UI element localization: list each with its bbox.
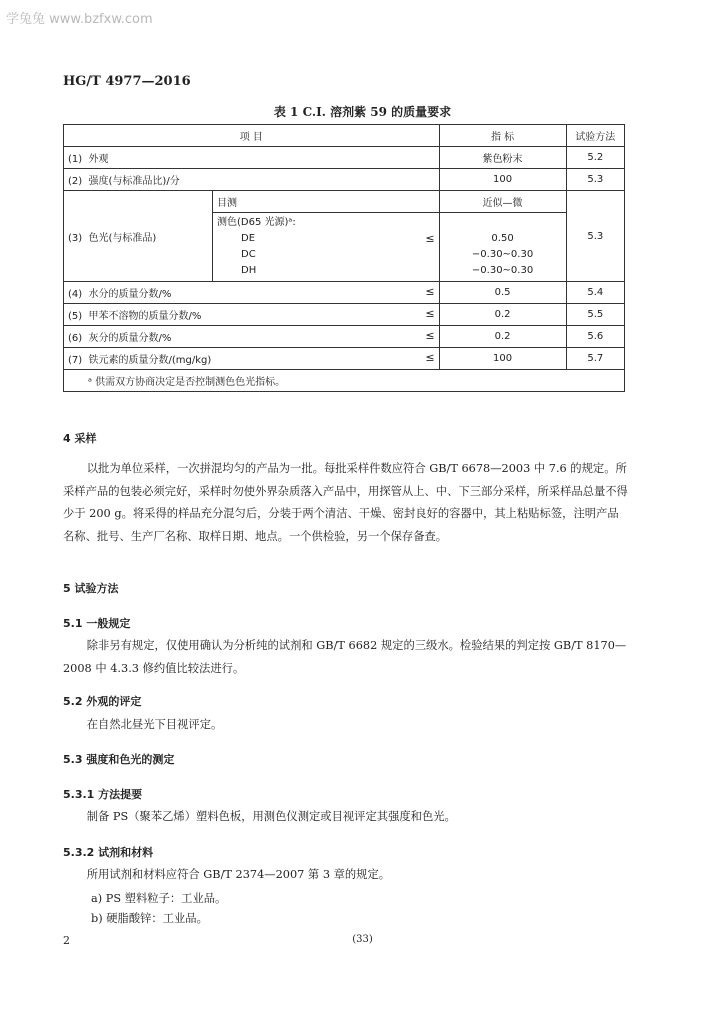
header-index: 指 标 [439, 125, 566, 147]
page-number: 2 [63, 934, 70, 947]
leq-symbol: ≤ [425, 351, 435, 364]
instrument-values [439, 213, 566, 282]
section-4-heading: 4 采样 [63, 432, 97, 445]
row-value: 100 [439, 169, 566, 191]
row-label: 铁元素的质量分数/(mg/kg) [88, 355, 212, 366]
row-method: 5.4 [566, 282, 624, 304]
row-num: (3) [68, 232, 83, 244]
table-row [64, 304, 625, 326]
table-row [64, 191, 625, 213]
table-row [64, 348, 625, 370]
row-item [64, 304, 440, 326]
row-method: 5.5 [566, 304, 624, 326]
row-num: (7) [68, 355, 83, 366]
standard-code: HG/T 4977—2016 [63, 74, 191, 89]
table-row [64, 282, 625, 304]
row-item [64, 147, 440, 169]
sub-item-instrument [213, 213, 440, 282]
watermark: 学兔兔 www.bzfxw.com [6, 12, 153, 27]
section-5-1-heading: 5.1 一般规定 [63, 617, 131, 630]
de-label: DE [241, 233, 256, 244]
sub-item-instrument-label: 测色(D65 光源)ᵃ: [217, 217, 296, 228]
row-value: 0.5 [439, 282, 566, 304]
table-footnote-row [64, 370, 625, 392]
header-method: 试验方法 [566, 125, 624, 147]
section-5-heading: 5 试验方法 [63, 582, 119, 595]
leq-symbol: ≤ [425, 232, 435, 245]
table-row [64, 169, 625, 191]
row-value: 0.2 [439, 326, 566, 348]
quality-requirements-table [63, 124, 625, 392]
list-item-b: b) 硬脂酸锌：工业品。 [91, 912, 208, 925]
row-item [64, 169, 440, 191]
row-value: 紫色粉末 [439, 147, 566, 169]
table-title: 表 1 C.I. 溶剂紫 59 的质量要求 [273, 105, 452, 119]
de-value: 0.50 [491, 233, 514, 244]
row-value: 100 [439, 348, 566, 370]
dc-label: DC [241, 249, 256, 260]
list-item-a: a) PS 塑料粒子：工业品。 [91, 892, 227, 905]
dh-value: −0.30~0.30 [471, 265, 534, 276]
dh-label: DH [241, 265, 257, 276]
row-num: (1) [68, 154, 83, 165]
row-num: (4) [68, 289, 83, 300]
row-num: (5) [68, 311, 83, 322]
leq-symbol: ≤ [425, 285, 435, 298]
section-5-2-paragraph: 在自然北昼光下目视评定。 [86, 718, 223, 731]
row-value: 近似—微 [439, 191, 566, 213]
section-5-3-2-heading: 5.3.2 试剂和材料 [63, 846, 154, 859]
table-header-row [64, 125, 625, 147]
row-value: 0.2 [439, 304, 566, 326]
table-row [64, 326, 625, 348]
row-label: 水分的质量分数/% [88, 289, 172, 300]
section-5-3-heading: 5.3 强度和色光的测定 [63, 753, 175, 766]
row-label: 强度(与标准品比)/分 [88, 176, 180, 187]
section-5-2-heading: 5.2 外观的评定 [63, 695, 142, 708]
row-num: (6) [68, 333, 83, 344]
row-num: (2) [68, 176, 83, 187]
table-row [64, 147, 625, 169]
row-item [64, 348, 440, 370]
leq-symbol: ≤ [425, 307, 435, 320]
sub-item-visual: 目测 [213, 191, 440, 213]
section-5-3-1-heading: 5.3.1 方法提要 [63, 788, 143, 801]
de-row [217, 231, 435, 247]
section-5-3-1-paragraph: 制备 PS（聚苯乙烯）塑料色板，用测色仪测定或目视评定其强度和色光。 [86, 810, 456, 823]
section-5-3-2-paragraph: 所用试剂和材料应符合 GB/T 2374—2007 第 3 章的规定。 [86, 868, 391, 881]
row-label: 色光(与标准品) [88, 232, 157, 244]
row-label: 灰分的质量分数/% [88, 333, 172, 344]
row-method: 5.3 [566, 169, 624, 191]
header-item: 项 目 [64, 125, 440, 147]
leq-symbol: ≤ [425, 329, 435, 342]
row-method: 5.3 [566, 191, 624, 282]
section-4-paragraph: 以批为单位采样，一次拼混均匀的产品为一批。每批采样件数应符合 GB/T 6678—2003 中 7.6 的规定。所采样产品的包装必须完好，采样时勿使外界杂质落入产品中，用探管从上、中、下三部分采样，所采样品总量不得少于 200 g。将采得的样品充分混匀后，分装于两个清洁、干燥、密封良好的容器中，其上粘贴标签，注明产品名称、批号、生产厂名称、取样日期、地点。一个供检验，另一个保存备查。 [63, 462, 628, 543]
row-method: 5.6 [566, 326, 624, 348]
row-item [64, 282, 440, 304]
row-method: 5.2 [566, 147, 624, 169]
dc-value: −0.30~0.30 [471, 249, 534, 260]
row-label: 甲苯不溶物的质量分数/% [88, 311, 202, 322]
section-5-1-paragraph: 除非另有规定，仅使用确认为分析纯的试剂和 GB/T 6682 规定的三级水。检验结果的判定按 GB/T 8170—2008 中 4.3.3 修约值比较法进行。 [63, 639, 627, 675]
row-label: 外观 [88, 154, 109, 165]
page-serial: (33) [352, 934, 373, 945]
table-footnote: ᵃ 供需双方协商决定是否控制测色色光指标。 [64, 370, 625, 392]
row-item [64, 191, 213, 282]
row-method: 5.7 [566, 348, 624, 370]
row-item [64, 326, 440, 348]
